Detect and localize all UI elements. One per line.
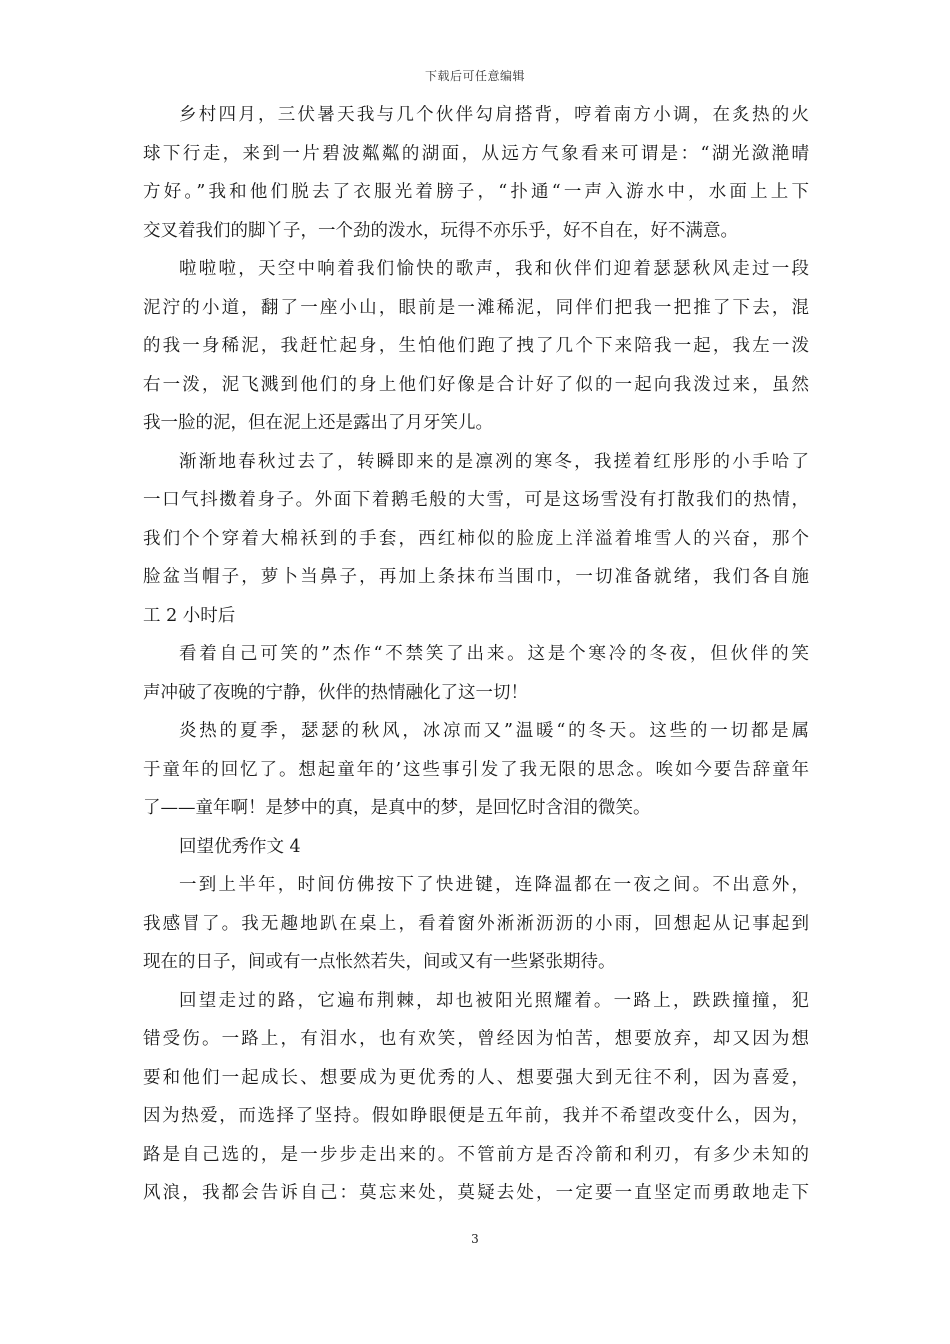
text-line: 风浪，我都会告诉自己：莫忘来处，莫疑去处，一定要一直坚定而勇敢地走下 [143,1183,809,1203]
text-line: 要和他们一起成长、想要成为更优秀的人、想要强大到无往不利，因为喜爱， [143,1067,809,1088]
text-line: 错受伤。一路上，有泪水，也有欢笑，曾经因为怕苦，想要放弃，却又因为想 [143,1029,809,1049]
text-line: 看着自己可笑的”杰作“不禁笑了出来。这是个寒冷的冬夜，但伙伴的笑 [179,644,809,664]
text-line: 回望走过的路，它遍布荆棘，却也被阳光照耀着。一路上，跌跌撞撞，犯 [179,990,809,1011]
text-line: 渐渐地春秋过去了，转瞬即来的是凛冽的寒冬，我搓着红彤彤的小手哈了 [179,451,809,472]
text-line: 因为热爱，而选择了坚持。假如睁眼便是五年前，我并不希望改变什么，因为， [143,1106,809,1126]
text-line: 脸盆当帽子，萝卜当鼻子，再加上条抹布当围巾，一切准备就绪，我们各自施 [143,567,809,587]
page-header: 下载后可任意编辑 [424,69,525,83]
text-line: 炎热的夏季，瑟瑟的秋风，冰凉而又”温暖“的冬天。这些的一切都是属 [179,721,809,741]
text-line: 声冲破了夜晚的宁静，伙伴的热情融化了这一切！ [143,682,528,703]
text-line: 乡村四月，三伏暑天我与几个伙伴勾肩搭背，哼着南方小调，在炙热的火 [179,105,809,125]
text-line: 交叉着我们的脚丫子，一个劲的泼水，玩得不亦乐乎，好不自在，好不满意。 [143,220,738,241]
text-line: 泥泞的小道，翻了一座小山，眼前是一滩稀泥，同伴们把我一把推了下去，混 [143,297,809,318]
text-line: 回望优秀作文 4 [179,836,301,857]
text-line: 工 2 小时后 [143,605,236,626]
text-line: 路是自己选的，是一步步走出来的。不管前方是否冷箭和利刃，有多少未知的 [143,1144,809,1165]
text-line: 一到上半年，时间仿佛按下了快进键，连降温都在一夜之间。不出意外， [179,875,809,895]
text-line: 了——童年啊！是梦中的真，是真中的梦，是回忆时含泪的微笑。 [143,798,651,818]
document-body [143,96,809,1213]
text-line: 我感冒了。我无趣地趴在桌上，看着窗外淅淅沥沥的小雨，回想起从记事起到 [143,913,809,934]
text-line: 右一泼，泥飞溅到他们的身上他们好像是合计好了似的一起向我泼过来，虽然 [143,374,809,395]
text-line: 啦啦啦，天空中响着我们愉快的歌声，我和伙伴们迎着瑟瑟秋风走过一段 [179,259,809,279]
text-line: 现在的日子，间或有一点怅然若失，间或又有一些紧张期待。 [143,952,616,972]
text-line: 一口气抖擞着身子。外面下着鹅毛般的大雪，可是这场雪没有打散我们的热情， [143,490,809,510]
text-line: 于童年的回忆了。想起童年的’这些事引发了我无限的思念。唉如今要告辞童年 [143,759,809,780]
text-line: 我们个个穿着大棉袄到的手套，西红柿似的脸庞上洋溢着堆雪人的兴奋，那个 [143,528,809,549]
text-line: 球下行走，来到一片碧波粼粼的湖面，从远方气象看来可谓是：“湖光潋滟晴 [143,143,809,164]
text-line: 我一脸的泥，但在泥上还是露出了月牙笑儿。 [143,413,493,433]
page-number: 3 [471,1232,479,1246]
text-line: 的我一身稀泥，我赶忙起身，生怕他们跑了拽了几个下来陪我一起，我左一泼 [143,336,809,356]
text-line: 方好。”我和他们脱去了衣服光着膀子，“扑通“一声入游水中，水面上上下 [143,182,809,202]
